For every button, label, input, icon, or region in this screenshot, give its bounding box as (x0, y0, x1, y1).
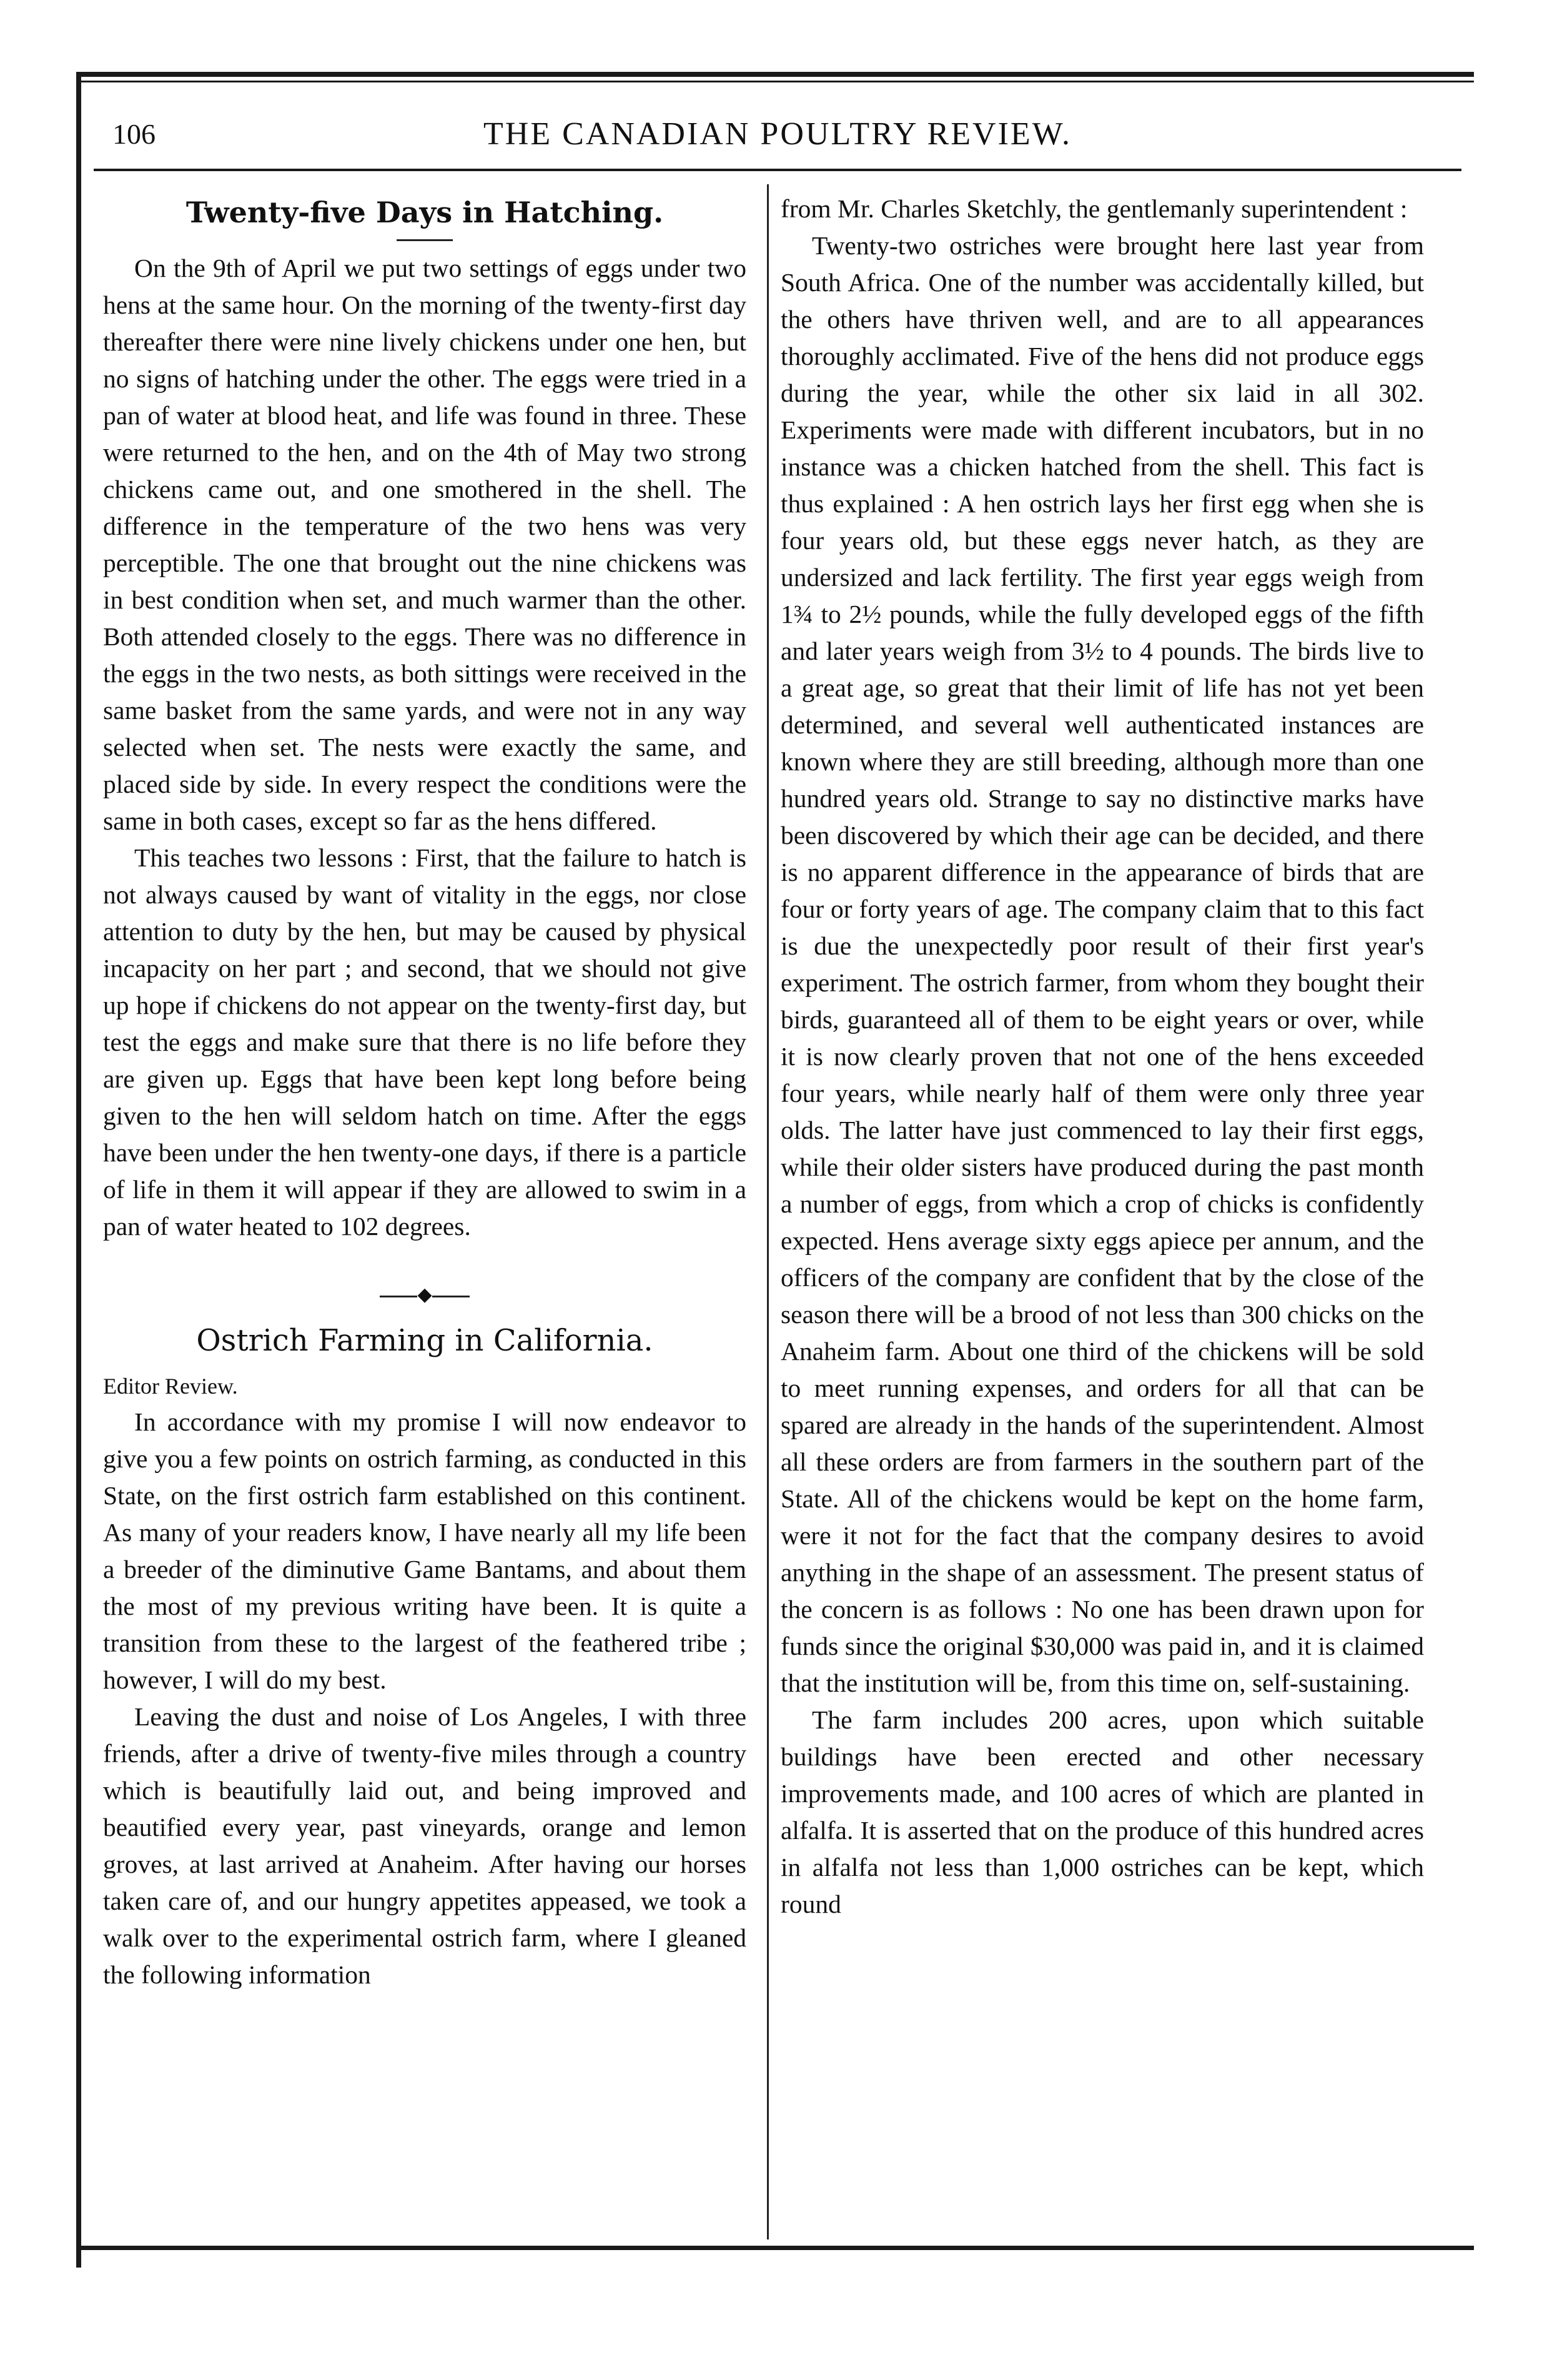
running-head: THE CANADIAN POULTRY REVIEW. (483, 116, 1072, 152)
article-paragraph: The farm includes 200 acres, upon which suitable buildings have been erected and other necessary improvements made, and 100 acres of which are planted in alfalfa. It is asserted that on the produce of this hundred acres in alfalfa not less than 1,000 ostriches can be kept, which round (781, 1705, 1424, 1918)
section-ornament: ◆ (103, 1282, 746, 1307)
article-paragraph: On the 9th of April we put two settings of eggs under two hens at the same hour. On the morning of the twenty-first day thereafter there were nine lively chickens under one hen, but no signs of hatching under the other. The eggs were tried in a pan of water at blood heat, and life was found in three. These were returned to the hen, and on the 4th of May two strong chickens came out, and one smothered in the shell. The difference in the temperature of the two hens was very perceptible. The one that brought out the nine chickens was in best condition when set, and much warmer than the other. Both attended closely to the eggs. There was no difference in the eggs in the two nests, as both sittings were received in the same basket from the same yards, and were not in any way selected when set. The nests were exactly the same, and placed side by side. In every respect the conditions were the same in both cases, except so far as the hens differed. (103, 254, 746, 835)
top-rule (81, 72, 1474, 77)
page-number: 106 (112, 118, 156, 150)
newspaper-page (81, 72, 1474, 2268)
column-divider (767, 184, 769, 2239)
page-header (94, 106, 1461, 162)
page-border (76, 72, 81, 2268)
title-rule (397, 239, 453, 241)
left-column (103, 191, 746, 1993)
article-paragraph: In accordance with my promise I will now endeavor to give you a few points on ostrich farming, as conducted in this State, on the first ostrich farm established on this continent. As many of your readers know, I have nearly all my life been a breeder of the diminutive Game Bantams, and about them the most of my previous writing have been. It is quite a transition from these to the largest of the feathered tribe ; however, I will do my best. (103, 1407, 746, 1694)
article-title-ostrich: Ostrich Farming in California. (196, 1323, 653, 1358)
right-column (781, 191, 1424, 1923)
salutation: Editor Review. (103, 1374, 238, 1399)
article-paragraph: Twenty-two ostriches were brought here last year from South Africa. One of the number was accidentally killed, but the others have thriven well, and are to all appearances thoroughly acclimated. Five of the hens did not produce eggs during the year, while the other six laid in all 302. Experiments were made with different incubators, but in no instance was a chicken hatched from the shell. This fact is thus explained : A hen ostrich lays her first egg when she is four years old, but these eggs never hatch, as they are undersized and lack fertility. The first year eggs weigh from 1¾ to 2½ pounds, while the fully developed eggs of the fifth and later years weigh from 3½ to 4 pounds. The birds live to a great age, so great that their limit of life has not yet been determined, and several well authenticated instances are known where they are still breeding, although more than one hundred years old. Strange to say no distinctive marks have been discovered by which their age can be decided, and there is no apparent difference in the appearance of birds that are four or forty years of age. The company claim that to this fact is due the unexpectedly poor result of their first year's experiment. The ostrich farmer, from whom they bought their birds, guaranteed all of them to be eight years or over, while it is now clearly proven that not one of the hens exceeded four years, while nearly half of them were only three year olds. The latter have just commenced to lay their first eggs, while their older sisters have produced during the past month a number of eggs, from which a crop of chicks is confidently expected. Hens average sixty eggs apiece per annum, and the officers of the company are confident that by the close of the season there will be a brood of not less than 300 chicks on the Anaheim farm. About one third of the chickens will be sold to meet running expenses, and orders for all that can be spared are already in the hands of the superintendent. Almost all these orders are from farmers in the southern part of the State. All of the chickens would be kept on the home farm, were it not for the fact that the company desires to avoid anything in the shape of an assessment. The present status of the concern is as follows : No one has been drawn upon for funds since the original $30,000 was paid in, and it is claimed that the institution will be, from this time on, self-sustaining. (781, 231, 1424, 1697)
header-rule (94, 169, 1461, 171)
bottom-rule (81, 2246, 1474, 2250)
article-paragraph: from Mr. Charles Sketchly, the gentlemanly superintendent : (781, 194, 1408, 223)
article-title-hatching: Twenty-five Days in Hatching. (185, 196, 664, 229)
top-rule-thin (81, 81, 1474, 82)
article-paragraph: Leaving the dust and noise of Los Angeles, I with three friends, after a drive of twenty-five miles through a country which is beautifully laid out, and being improved and beautified every year, past vineyards, orange and lemon groves, at last arrived at Anaheim. After having our horses taken care of, and our hungry appetites appeased, we took a walk over to the experimental ostrich farm, where I gleaned the following information (103, 1702, 746, 1989)
article-paragraph: This teaches two lessons : First, that the failure to hatch is not always caused by want of vitality in the eggs, nor close attention to duty by the hen, but may be caused by physical incapacity on her part ; and second, that we should not give up hope if chickens do not appear on the twenty-first day, but test the eggs and make sure that there is no life before they are given up. Eggs that have been kept long before being given to the hen will seldom hatch on time. After the eggs have been under the hen twenty-one days, if there is a particle of life in them it will appear if they are allowed to swim in a pan of water heated to 102 degrees. (103, 843, 746, 1241)
